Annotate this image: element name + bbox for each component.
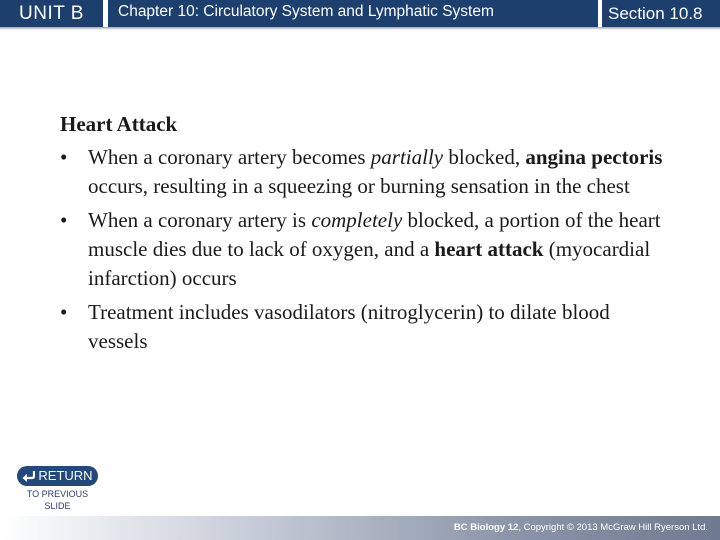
return-arrow-icon xyxy=(22,470,35,482)
bullet-list xyxy=(60,143,670,356)
header-divider xyxy=(0,27,720,30)
bullet-text: occurs, resulting in a squeezing or burning sensation in the chest xyxy=(88,174,630,198)
bullet-text: completely xyxy=(311,208,403,232)
return-button-label: RETURN xyxy=(38,468,93,483)
bullet-marker: • xyxy=(60,145,68,169)
slide-title xyxy=(60,110,670,139)
unit-label: UNIT B xyxy=(0,0,103,27)
bullet-text: angina pectoris xyxy=(525,145,663,169)
slide-header xyxy=(0,0,720,27)
bullet-item xyxy=(60,298,670,356)
slide-footer xyxy=(0,516,720,540)
bullet-item xyxy=(60,143,670,201)
bullet-text: Treatment includes vasodilators (nitroglycerin) to dilate blood vessels xyxy=(88,300,610,353)
bullet-text: heart attack xyxy=(434,237,544,261)
slide-content xyxy=(60,110,670,361)
footer-copyright xyxy=(454,516,708,540)
bullet-text: When a coronary artery is xyxy=(88,208,312,232)
return-caption-line-2: SLIDE xyxy=(44,501,71,511)
return-caption-line-1: TO PREVIOUS xyxy=(26,489,89,499)
footer-book-title: BC Biology 12 xyxy=(453,522,519,533)
bullet-item xyxy=(60,206,670,293)
bullet-text: blocked, xyxy=(443,145,526,169)
section-label: Section 10.8 xyxy=(602,0,720,27)
bullet-text: partially xyxy=(370,145,444,169)
bullet-text: When a coronary artery becomes xyxy=(88,145,371,169)
chapter-title: Chapter 10: Circulatory System and Lymphatic System xyxy=(108,0,598,27)
return-caption xyxy=(17,488,98,512)
bullet-text: (myocardial infarction) occurs xyxy=(88,237,651,290)
footer-copyright-text: , Copyright © 2013 McGraw Hill Ryerson Ltd. xyxy=(518,522,708,533)
bullet-marker: • xyxy=(60,208,68,232)
slide-title-text: Heart Attack xyxy=(60,112,178,136)
bullet-text: blocked, a portion of the heart muscle dies due to lack of oxygen, and a xyxy=(88,208,661,261)
return-button[interactable] xyxy=(17,466,98,486)
bullet-marker: • xyxy=(60,300,68,324)
